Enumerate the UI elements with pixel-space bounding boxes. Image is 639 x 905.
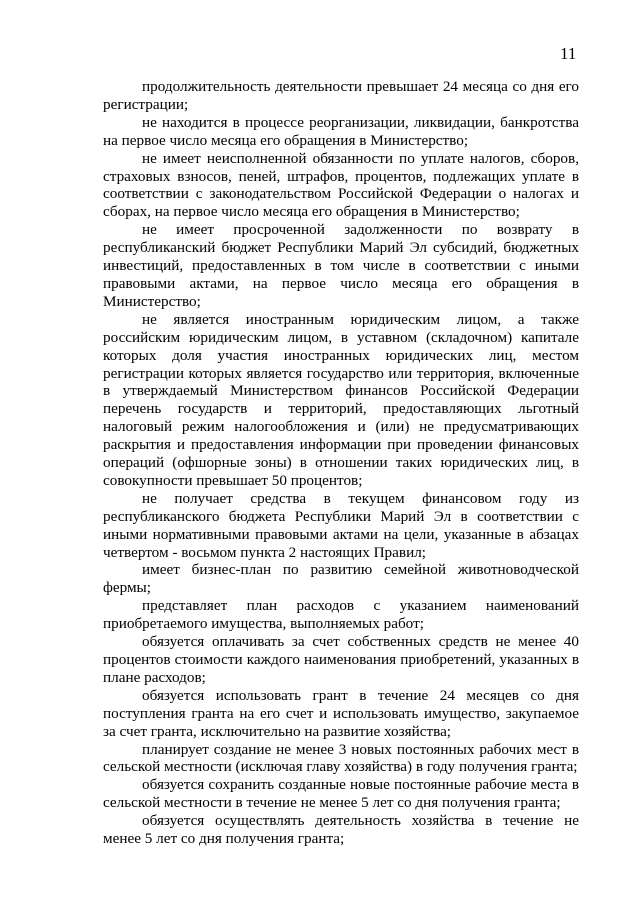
paragraph: представляет план расходов с указанием наименований приобретаемого имущества, выполняемых работ; — [103, 597, 579, 633]
paragraph: не имеет неисполненной обязанности по уплате налогов, сборов, страховых взносов, пеней, штрафов, процентов, подлежащих уплате в соответствии с законодательством Российской Федерации о налогах и сборах, на первое число месяца его обращения в Министерство; — [103, 149, 579, 221]
paragraph: обязуется использовать грант в течение 24 месяцев со дня поступления гранта на его счет и использовать имущество, закупаемое за счет гранта, исключительно на развитие хозяйства; — [103, 686, 579, 740]
paragraph: обязуется сохранить созданные новые постоянные рабочие места в сельской местности в течение не менее 5 лет со дня получения гранта; — [103, 776, 579, 812]
paragraph: не получает средства в текущем финансовом году из республиканского бюджета Республики Марий Эл в соответствии с иными нормативными правовыми актами на цели, указанные в абзацах четвертом - восьмом пункта 2 настоящих Правил; — [103, 489, 579, 561]
paragraph: планирует создание не менее 3 новых постоянных рабочих мест в сельской местности (исключая главу хозяйства) в году получения гранта; — [103, 740, 579, 776]
document-body — [103, 78, 579, 848]
paragraph: не находится в процессе реорганизации, ликвидации, банкротства на первое число месяца его обращения в Министерство; — [103, 113, 579, 149]
paragraph: обязуется осуществлять деятельность хозяйства в течение не менее 5 лет со дня получения гранта; — [103, 812, 579, 848]
paragraph: не имеет просроченной задолженности по возврату в республиканский бюджет Республики Марий Эл субсидий, бюджетных инвестиций, предоставленных в том числе в соответствии с иными правовыми актами, на первое число месяца его обращения в Министерство; — [103, 221, 579, 310]
paragraph: не является иностранным юридическим лицом, а также российским юридическим лицом, в уставном (складочном) капитале которых доля участия иностранных юридических лиц, местом регистрации которых является государство или территория, включенные в утверждаемый Министерством финансов Российской Федерации перечень государств и территорий, предоставляющих льготный налоговый режим налогообложения и (или) не предусматривающих раскрытия и предоставления информации при проведении финансовых операций (офшорные зоны) в отношении таких юридических лиц, в совокупности превышает 50 процентов; — [103, 310, 579, 489]
paragraph: обязуется оплачивать за счет собственных средств не менее 40 процентов стоимости каждого наименования приобретений, указанных в плане расходов; — [103, 633, 579, 686]
page-number: 11 — [560, 44, 577, 63]
paragraph: продолжительность деятельности превышает 24 месяца со дня его регистрации; — [103, 78, 579, 113]
paragraph: имеет бизнес-план по развитию семейной животноводческой фермы; — [103, 561, 579, 597]
